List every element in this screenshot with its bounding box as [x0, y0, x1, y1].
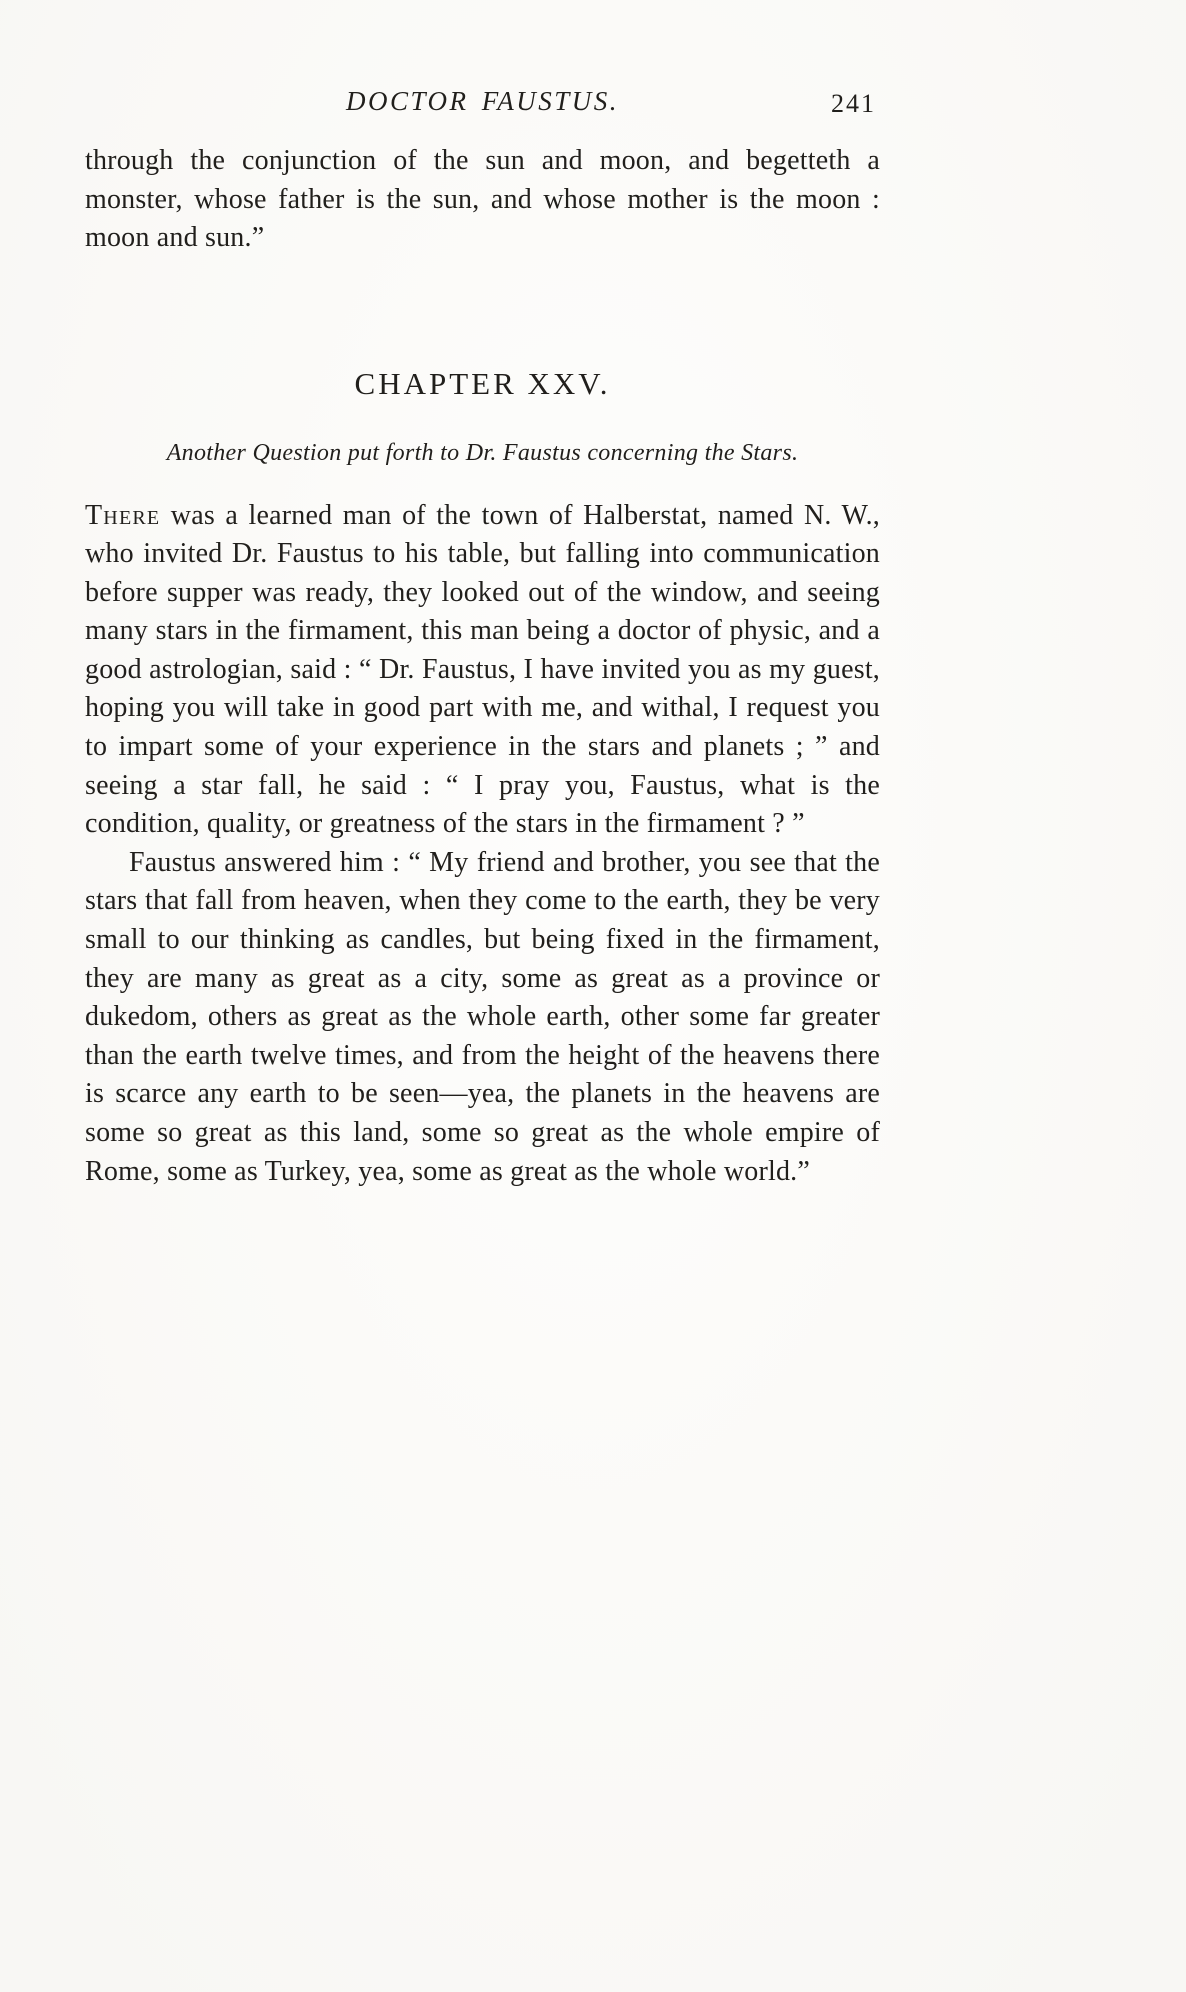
intro-paragraph: through the conjunction of the sun and moon, and begetteth a monster, whose father is the sun, and whose mother is the moon : moon and sun.”: [85, 145, 880, 253]
lead-word: There: [85, 499, 161, 531]
text-column: [85, 0, 880, 1191]
paragraph: Faustus answered him : “ My friend and brother, you see that the stars that fall from heaven, when they come to the earth, they be very small to our thinking as candles, but being fixed in the firmament, they are many as great as a city, some as great as a province or dukedom, others as great as the whole earth, other some far greater than the earth twelve times, and from the height of the heavens there is scarce any earth to be seen—yea, the planets in the heavens are some so great as this land, some so great as the whole empire of Rome, some as Turkey, yea, some as great as the whole world.”: [85, 846, 880, 1187]
chapter-heading: CHAPTER XXV.: [354, 365, 611, 401]
page-number: 241: [831, 89, 876, 118]
paragraph: [85, 497, 880, 844]
paragraph-text: was a learned man of the town of Halberstat, named N. W., who invited Dr. Faustus to his table, but falling into communication before supper was ready, they looked out of the window, and seeing many stars in the firmament, this man being a doctor of physic, and a good astrologian, said : “ Dr. Faustus, I have invited you as my guest, hoping you will take in good part with me, and withal, I request you to impart some of your experience in the stars and planets ; ” and seeing a star fall, he said : “ I pray you, Faustus, what is the condition, quality, or greatness of the stars in the firmament ? ”: [85, 499, 880, 840]
page-header: [85, 86, 880, 128]
chapter-subtitle: Another Question put forth to Dr. Faustus concerning the Stars.: [166, 439, 799, 466]
running-title: DOCTOR FAUSTUS.: [345, 86, 620, 116]
